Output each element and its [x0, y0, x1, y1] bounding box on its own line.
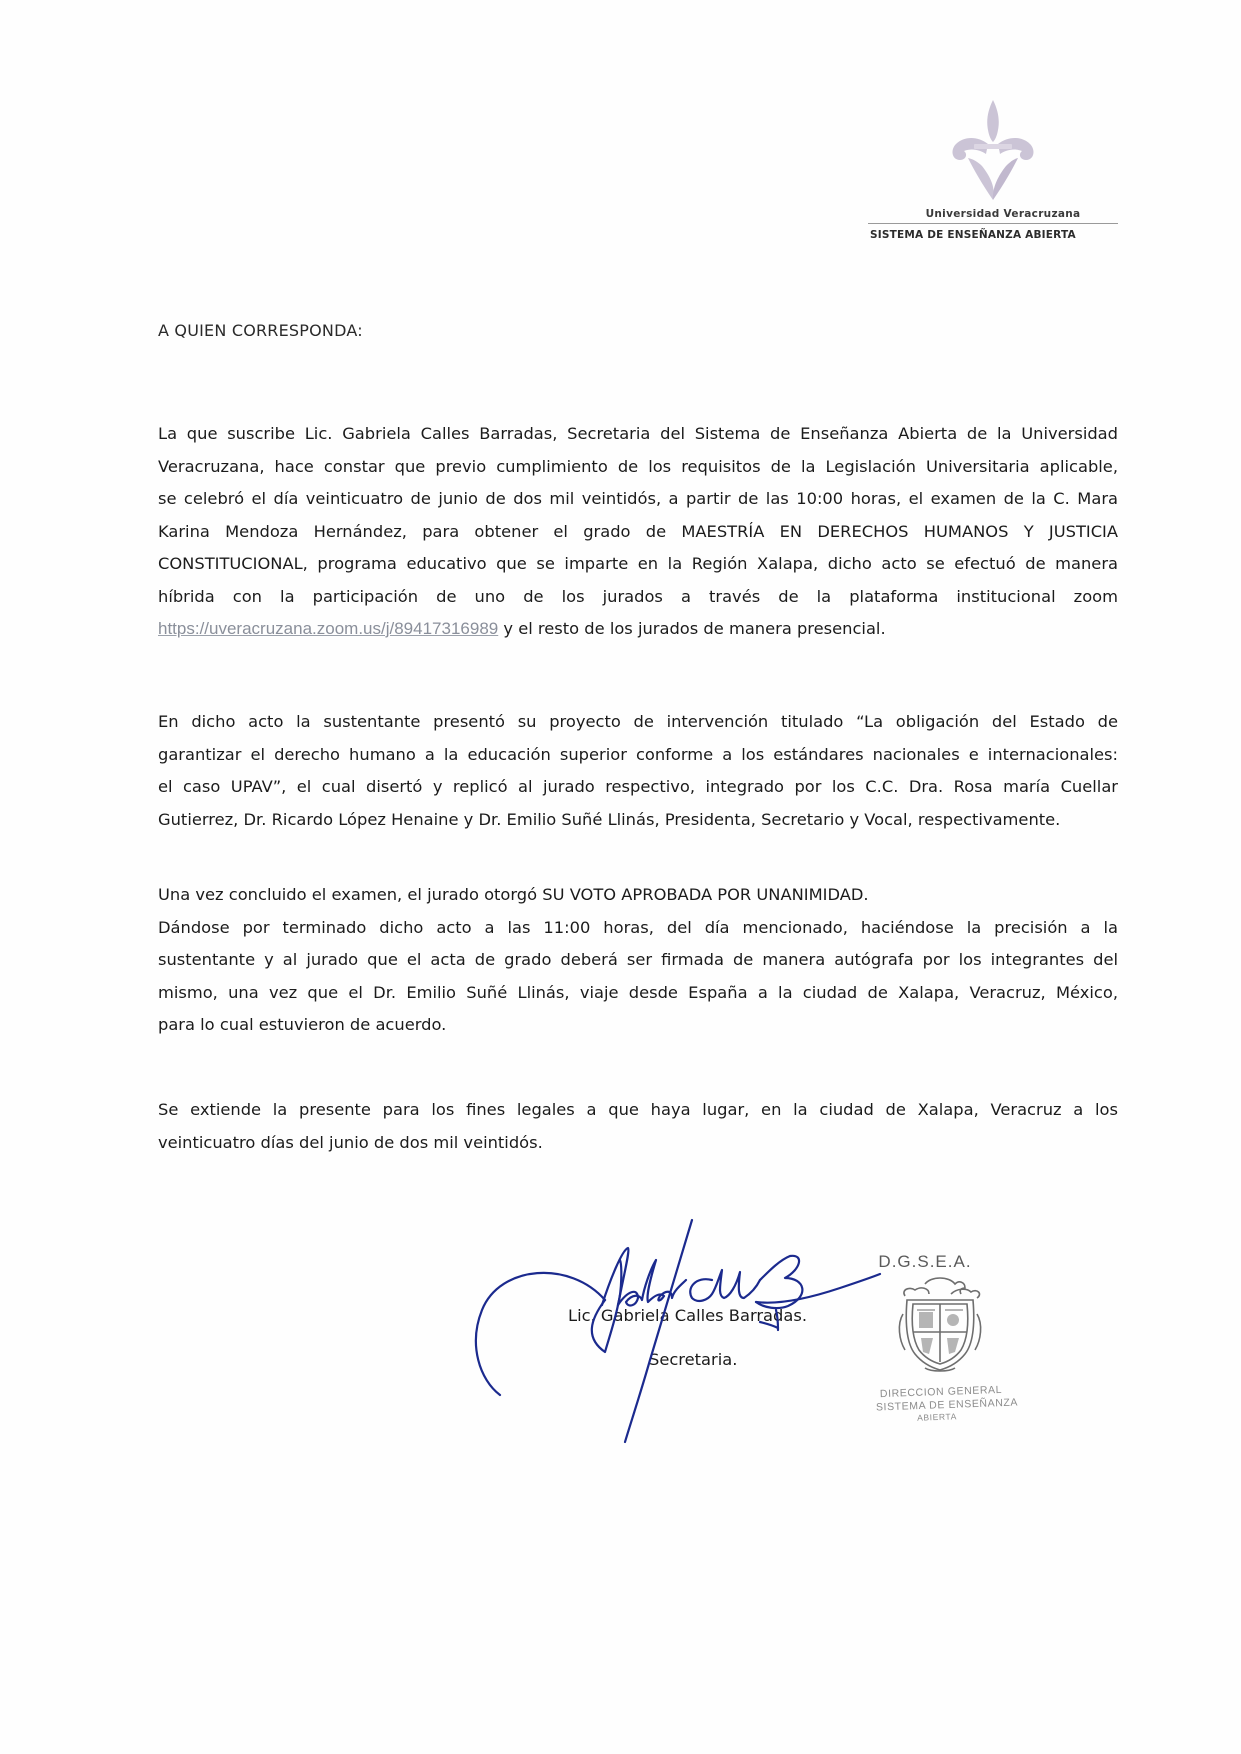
salutation: A QUIEN CORRESPONDA:: [158, 321, 363, 340]
paragraph-project-presentation: [158, 706, 1118, 836]
paragraph-line: Se extiende la presente para los fines legales a que haya lugar, en la ciudad de Xalapa, Veracruz a los: [158, 1100, 1118, 1119]
paragraph-line: veinticuatro días del junio de dos mil veintidós.: [158, 1132, 543, 1152]
paragraph-line: CONSTITUCIONAL, programa educativo que se imparte en la Región Xalapa, dicho acto se efectuó de manera: [158, 554, 1118, 573]
paragraph-closing: [158, 1094, 1118, 1159]
university-name: Universidad Veracruzana: [925, 208, 1081, 220]
paragraph-line: el caso UPAV”, el cual disertó y replicó al jurado respectivo, integrado por los C.C. Dra. Rosa maría Cuellar: [158, 777, 1118, 796]
paragraph-line: sustentante y al jurado que el acta de grado deberá ser firmada de manera autógrafa por los integrantes del: [158, 950, 1118, 969]
paragraph-line: La que suscribe Lic. Gabriela Calles Barradas, Secretaria del Sistema de Enseñanza Abierta de la Universidad: [158, 424, 1118, 443]
paragraph-line: se celebró el día veinticuatro de junio de dos mil veintidós, a partir de las 10:00 horas, el examen de la C. Mara: [158, 489, 1118, 508]
zoom-meeting-link[interactable]: https://uveracruzana.zoom.us/j/89417316989: [158, 619, 499, 638]
paragraph-line: Dándose por terminado dicho acto a las 11:00 horas, del día mencionado, haciéndose la precisión a la: [158, 917, 1118, 937]
seal-text-line: SISTEMA DE ENSEÑANZA: [875, 1396, 1019, 1414]
signatory-name: Lic. Gabriela Calles Barradas.: [568, 1306, 807, 1325]
seal-text-line: DIRECCION GENERAL: [879, 1383, 1003, 1401]
paragraph-line: En dicho acto la sustentante presentó su proyecto de intervención titulado “La obligación del Estado de: [158, 712, 1118, 731]
letterhead-divider: [868, 223, 1118, 224]
paragraph-text: y el resto de los jurados de manera presencial.: [498, 619, 886, 638]
signatory-title: Secretaria.: [649, 1350, 738, 1369]
signature-block: [460, 1210, 900, 1450]
paragraph-line: garantizar el derecho humano a la educación superior conforme a los estándares nacionales e internacionales:: [158, 744, 1118, 764]
seal-acronym: D.G.S.E.A.: [878, 1252, 972, 1271]
paragraph-verdict: [158, 879, 1118, 1042]
seal-text-line: ABIERTA: [916, 1411, 958, 1423]
paragraph-exam-record: [158, 418, 1118, 646]
paragraph-line: Karina Mendoza Hernández, para obtener el grado de MAESTRÍA EN DERECHOS HUMANOS Y JUSTICIA: [158, 521, 1118, 541]
handwritten-signature-icon: [460, 1210, 900, 1450]
paragraph-line: mismo, una vez que el Dr. Emilio Suñé Llinás, viaje desde España a la ciudad de Xalapa, Veracruz, México,: [158, 982, 1118, 1002]
paragraph-line: Una vez concluido el examen, el jurado otorgó SU VOTO APROBADA POR UNANIMIDAD.: [158, 885, 869, 904]
paragraph-line: para lo cual estuvieron de acuerdo.: [158, 1015, 447, 1034]
paragraph-line: Veracruzana, hace constar que previo cumplimiento de los requisitos de la Legislación Universitaria aplicable,: [158, 456, 1118, 476]
paragraph-line-with-link: [158, 613, 1118, 646]
university-logo-icon: [938, 96, 1048, 206]
coat-of-arms-seal-icon: [895, 1274, 985, 1374]
official-seal: [845, 1250, 1045, 1440]
paragraph-line: híbrida con la participación de uno de los jurados a través de la plataforma institucional zoom: [158, 586, 1118, 606]
paragraph-line: Gutierrez, Dr. Ricardo López Henaine y Dr. Emilio Suñé Llinás, Presidenta, Secretario y Vocal, respectivamente.: [158, 809, 1061, 829]
letterhead: [868, 96, 1118, 241]
system-name: SISTEMA DE ENSEÑANZA ABIERTA: [870, 229, 1076, 241]
